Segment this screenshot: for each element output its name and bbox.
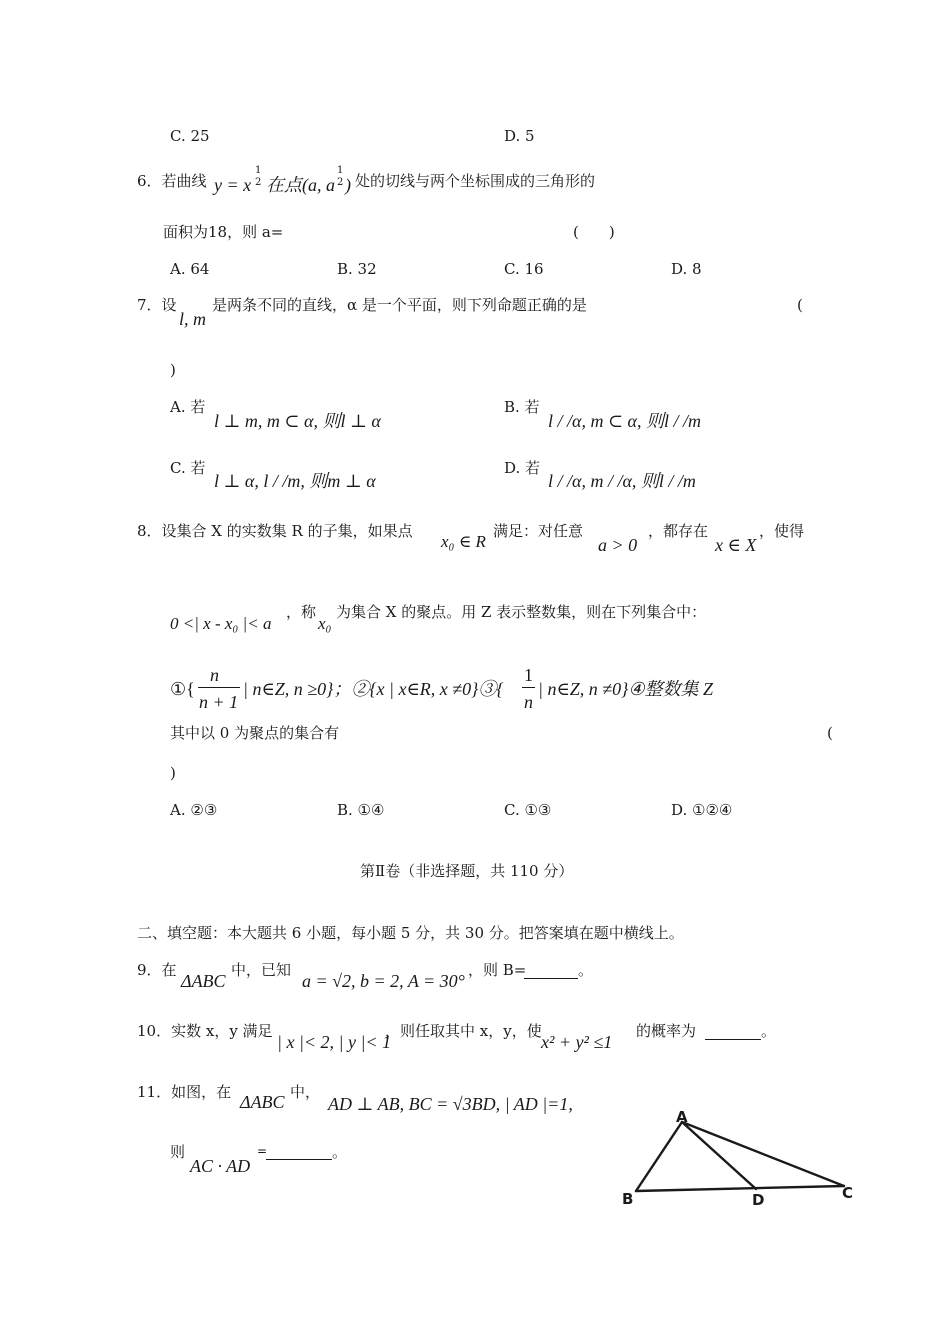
q6-option-a: A. 64 — [170, 260, 210, 278]
segment-bc — [636, 1186, 844, 1191]
q10-text: 10．实数 x，y 满足 — [137, 1022, 273, 1040]
q10-tail: 的概率为 — [636, 1022, 697, 1040]
q11-number: 11．如图，在 — [137, 1083, 232, 1101]
q8-set3-denominator: n — [524, 692, 533, 712]
fill-heading: 二、填空题：本大题共 6 小题，每小题 5 分，共 30 分。把答案填在题中横线上。 — [137, 924, 684, 942]
q8-x-in-x: x ∈ X — [715, 535, 757, 555]
q8-set1-post: | n∈Z, n ≥0}；②{x | x∈R, x ≠0}③{ — [243, 679, 504, 699]
label-a: A — [676, 1110, 688, 1126]
q11-then: 则 — [170, 1143, 186, 1161]
q6-exp-num: 1 — [255, 165, 262, 176]
q5-option-d: D. 5 — [504, 127, 535, 145]
q8-a-gt-0: a > 0 — [598, 535, 638, 555]
q6-exp-den: 2 — [255, 177, 262, 188]
q7-lm: l, m — [179, 309, 206, 329]
q8-set3-post: | n∈Z, n ≠0}④整数集 Z — [538, 679, 714, 699]
q6-tail: 处的切线与两个坐标围成的三角形的 — [355, 172, 596, 190]
q8-set3-fraction-bar — [522, 687, 535, 688]
q8-x0-in-r: x₀ ∈ R — [441, 532, 486, 551]
q8-set1-denominator: n + 1 — [199, 692, 239, 712]
q11-triangle: ΔABC — [240, 1092, 285, 1112]
q8-text2: 满足：对任意 — [493, 522, 584, 540]
q9-condition: a = √2, b = 2, A = 30° — [302, 971, 465, 991]
q8-text6: 为集合 X 的聚点。用 Z 表示整数集，则在下列集合中： — [336, 603, 707, 621]
q8-set1-open: ①{ — [170, 679, 195, 699]
q11-dot-product: AC · AD — [190, 1156, 251, 1176]
q7-option-b-label: B. 若 — [504, 398, 540, 416]
q8-option-a: A. ②③ — [170, 801, 218, 819]
q7-option-a-label: A. 若 — [170, 398, 206, 416]
q6-exp2-num: 1 — [337, 165, 344, 176]
q9-answer-blank — [524, 977, 578, 979]
q10-end: 。 — [761, 1022, 777, 1040]
section2-title: 第Ⅱ卷（非选择题，共 110 分） — [360, 862, 574, 880]
q7-option-b-expr: l / /α, m ⊂ α, 则l / /m — [548, 411, 701, 431]
q7-option-c-label: C. 若 — [170, 459, 206, 477]
q8-question: 其中以 0 为聚点的集合有 — [170, 724, 340, 742]
q6-option-d: D. 8 — [671, 260, 702, 278]
q7-open-paren: ( — [797, 296, 803, 314]
q7-option-c-expr: l ⊥ α, l / /m, 则m ⊥ α — [214, 471, 376, 491]
q6-close: ) — [345, 175, 351, 195]
label-b: B — [622, 1190, 634, 1208]
q9-number: 9．在 — [137, 961, 177, 979]
q7-number: 7．设 — [137, 296, 177, 314]
q8-set1-fraction-bar — [198, 687, 240, 688]
q11-text: 中， — [290, 1083, 321, 1101]
q7-text: 是两条不同的直线，α 是一个平面，则下列命题正确的是 — [212, 296, 587, 314]
q9-end: 。 — [578, 961, 594, 979]
q8-text5: ，称 — [286, 603, 317, 621]
q8-x0: x₀ — [318, 614, 332, 633]
q7-option-a-expr: l ⊥ m, m ⊂ α, 则l ⊥ α — [214, 411, 381, 431]
segment-ac — [682, 1122, 844, 1186]
triangle-figure — [610, 1110, 870, 1220]
q10-condition: | x |< 2, | y |< 1 — [277, 1032, 392, 1052]
q9-tail: ，则 B= — [468, 961, 527, 979]
q8-inequality: 0 <| x - x₀ |< a — [170, 614, 272, 633]
q5-option-c: C. 25 — [170, 127, 210, 145]
label-d: D — [752, 1191, 765, 1209]
q6-exp2-den: 2 — [337, 177, 344, 188]
q11-equals: = — [257, 1144, 268, 1158]
q11-end: 。 — [332, 1143, 348, 1161]
q7-close-paren: ) — [170, 361, 176, 379]
q8-text3: ，都存在 — [648, 522, 709, 540]
q8-set3-numerator: 1 — [524, 665, 533, 685]
q8-open-paren: ( — [827, 724, 833, 742]
q7-option-d-label: D. 若 — [504, 459, 541, 477]
q6-expr-y: y = x — [214, 175, 252, 195]
label-c: C — [842, 1184, 854, 1202]
q8-text1: 8．设集合 X 的实数集 R 的子集，如果点 — [137, 522, 413, 540]
q6-paren: ( ) — [573, 223, 615, 241]
q6-number: 6．若曲线 — [137, 172, 207, 190]
q8-set1-numerator: n — [210, 665, 219, 685]
q6-option-c: C. 16 — [504, 260, 544, 278]
q11-condition: AD ⊥ AB, BC = √3BD, | AD |=1, — [328, 1094, 573, 1114]
segment-ab — [636, 1122, 682, 1191]
q6-line2: 面积为18，则 a= — [163, 223, 284, 241]
q8-option-b: B. ①④ — [337, 801, 385, 819]
q8-text4: ，使得 — [759, 522, 805, 540]
q8-close-paren: ) — [170, 764, 176, 782]
q8-option-c: C. ①③ — [504, 801, 552, 819]
q10-answer-blank — [705, 1038, 761, 1040]
q9-triangle: ΔABC — [181, 971, 226, 991]
q11-answer-blank — [266, 1158, 332, 1160]
q6-at-point: 在点(a, a — [266, 175, 335, 195]
segment-ad — [682, 1122, 756, 1189]
q8-option-d: D. ①②④ — [671, 801, 733, 819]
q10-mid: ，则任取其中 x，y，使 — [385, 1022, 542, 1040]
q9-text: 中，已知 — [231, 961, 292, 979]
q7-option-d-expr: l / /α, m / /α, 则l / /m — [548, 471, 696, 491]
q10-inequality: x² + y² ≤1 — [541, 1032, 613, 1052]
q6-option-b: B. 32 — [337, 260, 377, 278]
